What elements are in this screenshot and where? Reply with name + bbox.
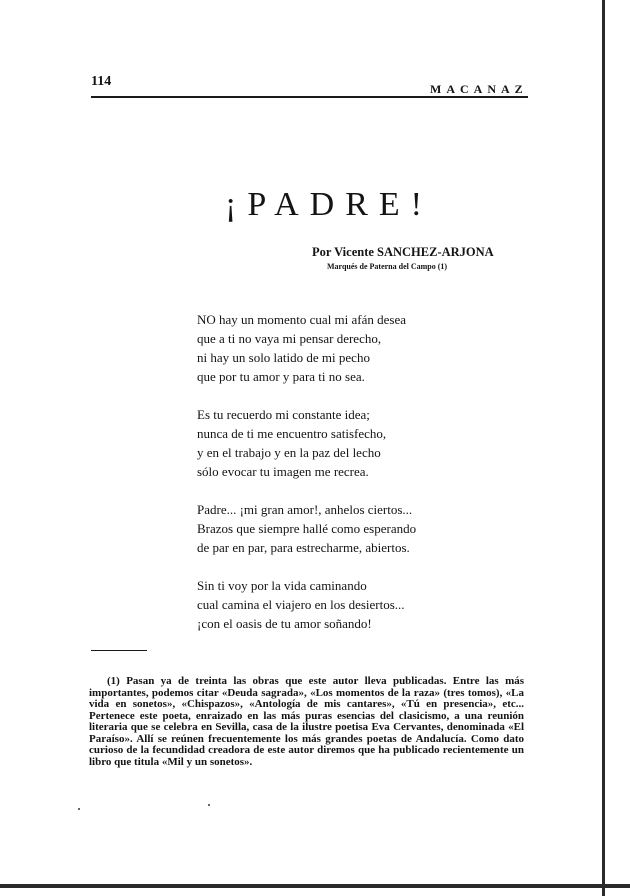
page-bottom-edge (0, 884, 630, 888)
stanza (197, 310, 527, 386)
print-speck (78, 808, 80, 810)
verse-line: Padre... ¡mi gran amor!, anhelos ciertos... (197, 502, 413, 517)
verse-line: Brazos que siempre hallé como esperando (197, 521, 417, 536)
poem-title: ¡PADRE! (225, 186, 433, 223)
verse-line: NO hay un momento cual mi afán desea (197, 312, 407, 327)
poem-body (197, 310, 527, 652)
verse-line: ¡con el oasis de tu amor soñando! (197, 616, 372, 631)
print-speck (208, 804, 210, 806)
verse-line: que a ti no vaya mi pensar derecho, (197, 331, 382, 346)
page-right-edge (602, 0, 605, 896)
footnote-mark: (1) (107, 675, 120, 687)
verse-line: ni hay un solo latido de mi pecho (197, 350, 370, 365)
page-number: 114 (91, 74, 112, 89)
header-rule (91, 96, 528, 98)
stanza (197, 500, 527, 557)
verse-line: que por tu amor y para ti no sea. (197, 369, 365, 384)
running-head: MACANAZ (430, 82, 528, 96)
stanza (197, 576, 527, 633)
verse-line: sólo evocar tu imagen me recrea. (197, 464, 369, 479)
verse-line: y en el trabajo y en la paz del lecho (197, 445, 381, 460)
author-subtitle: Marqués de Paterna del Campo (1) (327, 262, 448, 271)
stanza (197, 405, 527, 481)
verse-line: de par en par, para estrecharme, abiertos. (197, 540, 410, 555)
footnote (89, 676, 524, 768)
footnote-text: Pasan ya de treinta las obras que este autor lleva publicadas. Entre las más importantes, podemos citar «Deuda sagrada», «Los momentos de la raza» (tres tomos), «La vida en sonetos», «Chispazos», «Antología de mis cantares», «Tú en presencia», etc... Pertenece este poeta, enraizado en las más puras esencias del clasicismo, a una reunión literaria que se celebra en Sevilla, casa de la ilustre poetisa Eva Cervantes, denominada «El Paraíso». Allí se reúnen frecuentemente los más grandes poetas de Andalucía. Como dato curioso de la fecundidad creadora de este autor diremos que ha publicado recientemente un libro que titula «Mil y un sonetos». (89, 675, 525, 768)
verse-line: cual camina el viajero en los desiertos... (197, 597, 405, 612)
verse-line: nunca de ti me encuentro satisfecho, (197, 426, 387, 441)
verse-line: Sin ti voy por la vida caminando (197, 578, 367, 593)
footnote-rule (91, 650, 147, 651)
author-byline: Por Vicente SANCHEZ-ARJONA (312, 245, 494, 259)
verse-line: Es tu recuerdo mi constante idea; (197, 407, 370, 422)
